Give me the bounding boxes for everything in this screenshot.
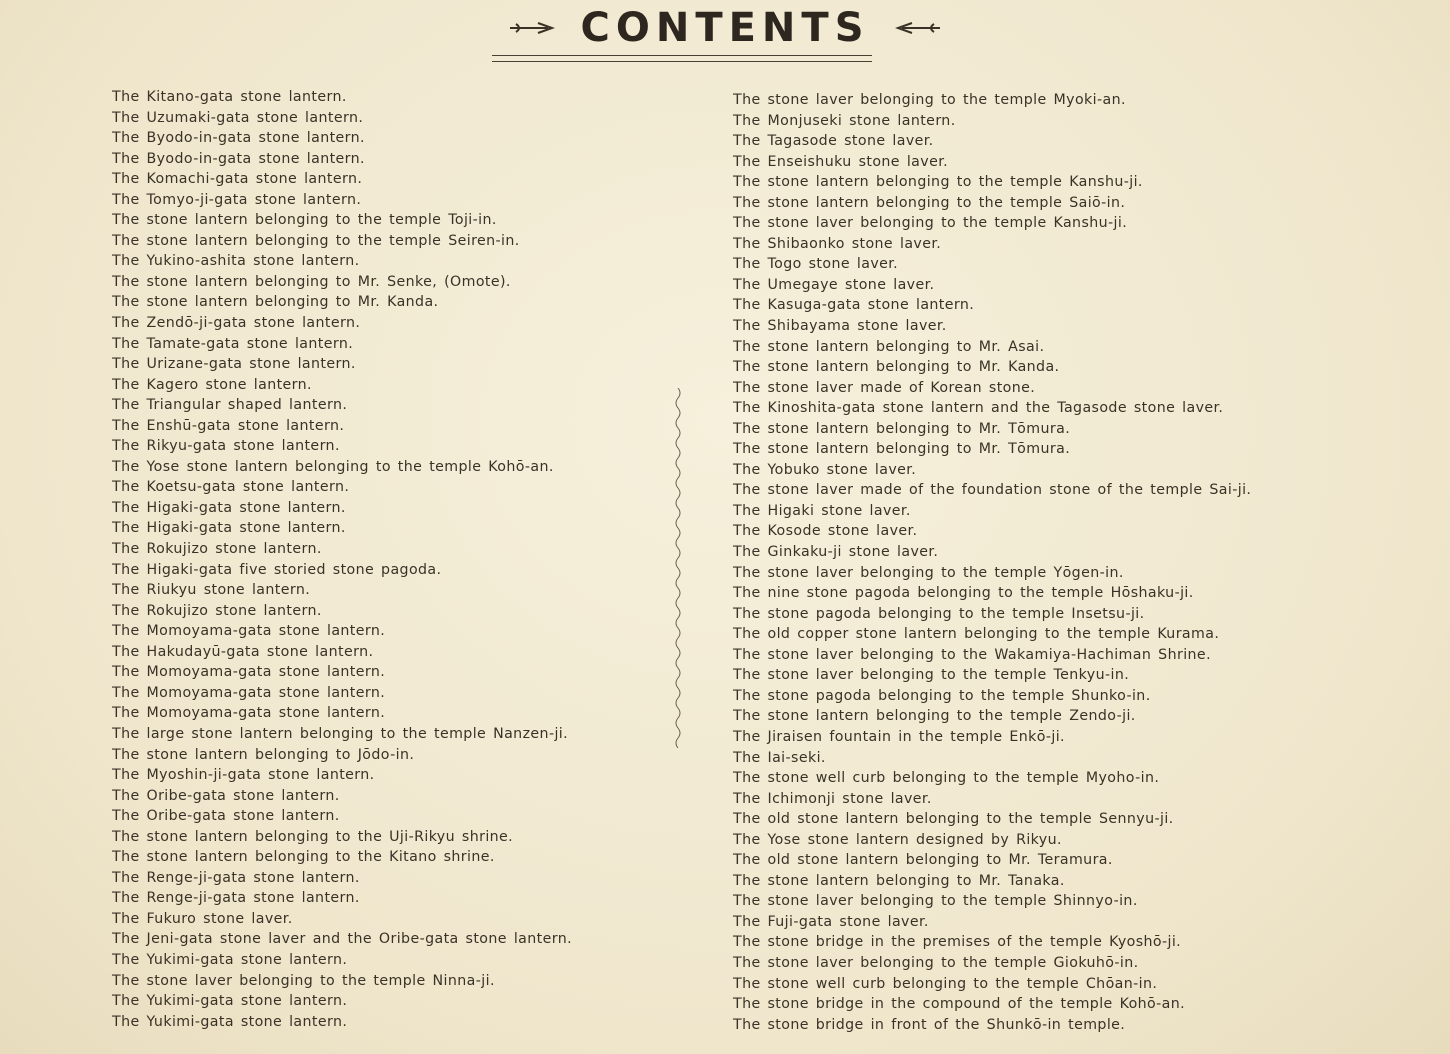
right-column [733,90,1251,1035]
contents-entry: The Byodo-in-gata stone lantern. [112,130,365,147]
contents-entry: The Monjuseki stone lantern. [733,112,956,129]
contents-entry: The stone pagoda belonging to the temple Insetsu-ji. [733,605,1145,622]
left-flourish-icon [508,20,558,36]
contents-entry: The Yobuko stone laver. [733,461,917,478]
contents-entry: The stone lantern belonging to the temple Zendo-ji. [733,708,1136,725]
contents-entry: The stone laver made of Korean stone. [733,379,1036,396]
contents-entry: The stone laver belonging to the temple Tenkyu-in. [733,667,1130,684]
contents-entry: The stone laver belonging to the temple Kanshu-ji. [733,215,1128,232]
contents-entry: The Shibayama stone laver. [733,318,947,335]
contents-entry: The stone lantern belonging to the temple Saiō-in. [733,194,1126,211]
contents-entry: The stone lantern belonging to the Uji-Rikyu shrine. [112,828,514,845]
contents-entry: The Momoyama-gata stone lantern. [112,664,386,681]
contents-entry: The large stone lantern belonging to the temple Nanzen-ji. [112,725,569,742]
contents-entry: The Jiraisen fountain in the temple Enkō-ji. [733,728,1065,745]
contents-entry: The stone lantern belonging to Mr. Asai. [733,338,1045,355]
contents-entry: The Tomyo-ji-gata stone lantern. [112,191,362,208]
contents-entry: The stone laver belonging to the temple Myoki-an. [733,92,1126,108]
contents-entry: The Komachi-gata stone lantern. [112,171,363,188]
contents-entry: The Yukimi-gata stone lantern. [112,951,348,968]
contents-entry: The Ichimonji stone laver. [733,790,932,807]
contents-entry: The Higaki-gata stone lantern. [112,499,346,516]
contents-entry: The Higaki-gata stone lantern. [112,520,346,537]
contents-entry: The stone lantern belonging to Mr. Tōmura. [733,441,1071,458]
contents-entry: The Myoshin-ji-gata stone lantern. [112,767,375,784]
contents-entry: The Zendō-ji-gata stone lantern. [112,315,361,332]
contents-entry: The Kosode stone laver. [733,523,918,540]
contents-entry: The stone lantern belonging to Mr. Senke, (Omote). [112,273,511,290]
contents-entry: The stone bridge in the premises of the temple Kyoshō-ji. [733,934,1182,951]
contents-entry: The stone bridge in the compound of the temple Kohō-an. [733,996,1186,1013]
contents-entry: The Momoyama-gata stone lantern. [112,705,386,722]
contents-entry: The stone laver made of the foundation stone of the temple Sai-ji. [733,482,1252,499]
contents-entry: The stone lantern belonging to the temple Toji-in. [112,212,497,229]
contents-entry: The Ginkaku-ji stone laver. [733,544,939,561]
contents-entry: The old stone lantern belonging to the temple Sennyu-ji. [733,811,1174,828]
contents-entry: The Fuji-gata stone laver. [733,913,929,930]
contents-entry: The Enseishuku stone laver. [733,153,949,170]
contents-entry: The Byodo-in-gata stone lantern. [112,150,365,167]
contents-entry: The Yose stone lantern designed by Rikyu. [733,831,1062,848]
contents-entry: The Kasuga-gata stone lantern. [733,297,975,314]
contents-entry: The Momoyama-gata stone lantern. [112,684,386,701]
contents-entry: The Umegaye stone laver. [733,276,935,293]
contents-entry: The stone lantern belonging to Mr. Tanaka. [733,872,1065,889]
contents-entry: The Yukino-ashita stone lantern. [112,253,360,270]
contents-entry: The Shibaonko stone laver. [733,235,942,252]
page-title: CONTENTS [580,5,870,51]
title-underline [492,55,872,62]
contents-entry: The Jeni-gata stone laver and the Oribe-gata stone lantern. [112,931,573,948]
title-row [0,4,1450,52]
contents-entry: The Urizane-gata stone lantern. [112,356,356,373]
contents-entry: The stone lantern belonging to the temple Kanshu-ji. [733,174,1143,191]
contents-entry: The old copper stone lantern belonging to the temple Kurama. [733,626,1220,643]
contents-entry: The stone laver belonging to the temple Yōgen-in. [733,564,1124,581]
contents-entry: The stone laver belonging to the temple Ninna-ji. [112,972,495,989]
contents-entry: The Renge-ji-gata stone lantern. [112,890,360,907]
contents-entry: The Yukimi-gata stone lantern. [112,993,348,1010]
contents-entry: The Higaki stone laver. [733,502,911,519]
contents-entry: The Kinoshita-gata stone lantern and the Tagasode stone laver. [733,400,1224,417]
contents-entry: The Enshū-gata stone lantern. [112,417,345,434]
contents-entry: The stone lantern belonging to the temple Seiren-in. [112,232,520,249]
contents-entry: The Higaki-gata five storied stone pagoda. [112,561,442,578]
contents-entry: The Oribe-gata stone lantern. [112,787,340,804]
contents-entry: The Riukyu stone lantern. [112,582,311,599]
contents-entry: The stone laver belonging to the temple Shinnyo-in. [733,893,1138,910]
contents-entry: The Yukimi-gata stone lantern. [112,1013,348,1030]
contents-entry: The Kitano-gata stone lantern. [112,89,347,105]
contents-entry: The stone bridge in front of the Shunkō-in temple. [733,1016,1126,1033]
contents-entry: The stone lantern belonging to Mr. Kanda. [733,359,1060,376]
contents-entry: The Kagero stone lantern. [112,376,312,393]
left-column [112,87,572,1032]
contents-entry: The stone pagoda belonging to the temple Shunko-in. [733,687,1151,704]
column-divider-squiggle [671,388,685,748]
contents-entry: The Togo stone laver. [733,256,899,273]
contents-entry: The stone laver belonging to the Wakamiya-Hachiman Shrine. [733,646,1211,663]
contents-entry: The stone lantern belonging to Jōdo-in. [112,746,415,763]
contents-entry: The old stone lantern belonging to Mr. Teramura. [733,852,1113,869]
contents-entry: The stone lantern belonging to Mr. Kanda. [112,294,439,311]
contents-entry: The Yose stone lantern belonging to the temple Kohō-an. [112,458,554,475]
contents-entry: The Tamate-gata stone lantern. [112,335,354,352]
contents-entry: The Koetsu-gata stone lantern. [112,479,350,496]
contents-entry: The nine stone pagoda belonging to the temple Hōshaku-ji. [733,585,1194,602]
contents-entry: The Hakudayū-gata stone lantern. [112,643,374,660]
contents-entry: The Rokujizo stone lantern. [112,541,322,558]
contents-entry: The Iai-seki. [733,749,826,766]
contents-entry: The stone lantern belonging to Mr. Tōmura. [733,420,1071,437]
contents-entry: The Rokujizo stone lantern. [112,602,322,619]
contents-entry: The stone laver belonging to the temple Giokuhō-in. [733,954,1139,971]
contents-entry: The Rikyu-gata stone lantern. [112,438,340,455]
contents-entry: The Fukuro stone laver. [112,910,293,927]
contents-entry: The stone lantern belonging to the Kitano shrine. [112,849,495,866]
contents-entry: The stone well curb belonging to the temple Chōan-in. [733,975,1158,992]
right-flourish-icon [892,20,942,36]
header [0,4,1450,52]
contents-entry: The stone well curb belonging to the temple Myoho-in. [733,770,1160,787]
contents-entry: The Oribe-gata stone lantern. [112,808,340,825]
contents-entry: The Momoyama-gata stone lantern. [112,623,386,640]
contents-entry: The Triangular shaped lantern. [112,397,348,414]
contents-entry: The Uzumaki-gata stone lantern. [112,109,364,126]
contents-entry: The Tagasode stone laver. [733,133,934,150]
contents-entry: The Renge-ji-gata stone lantern. [112,869,360,886]
